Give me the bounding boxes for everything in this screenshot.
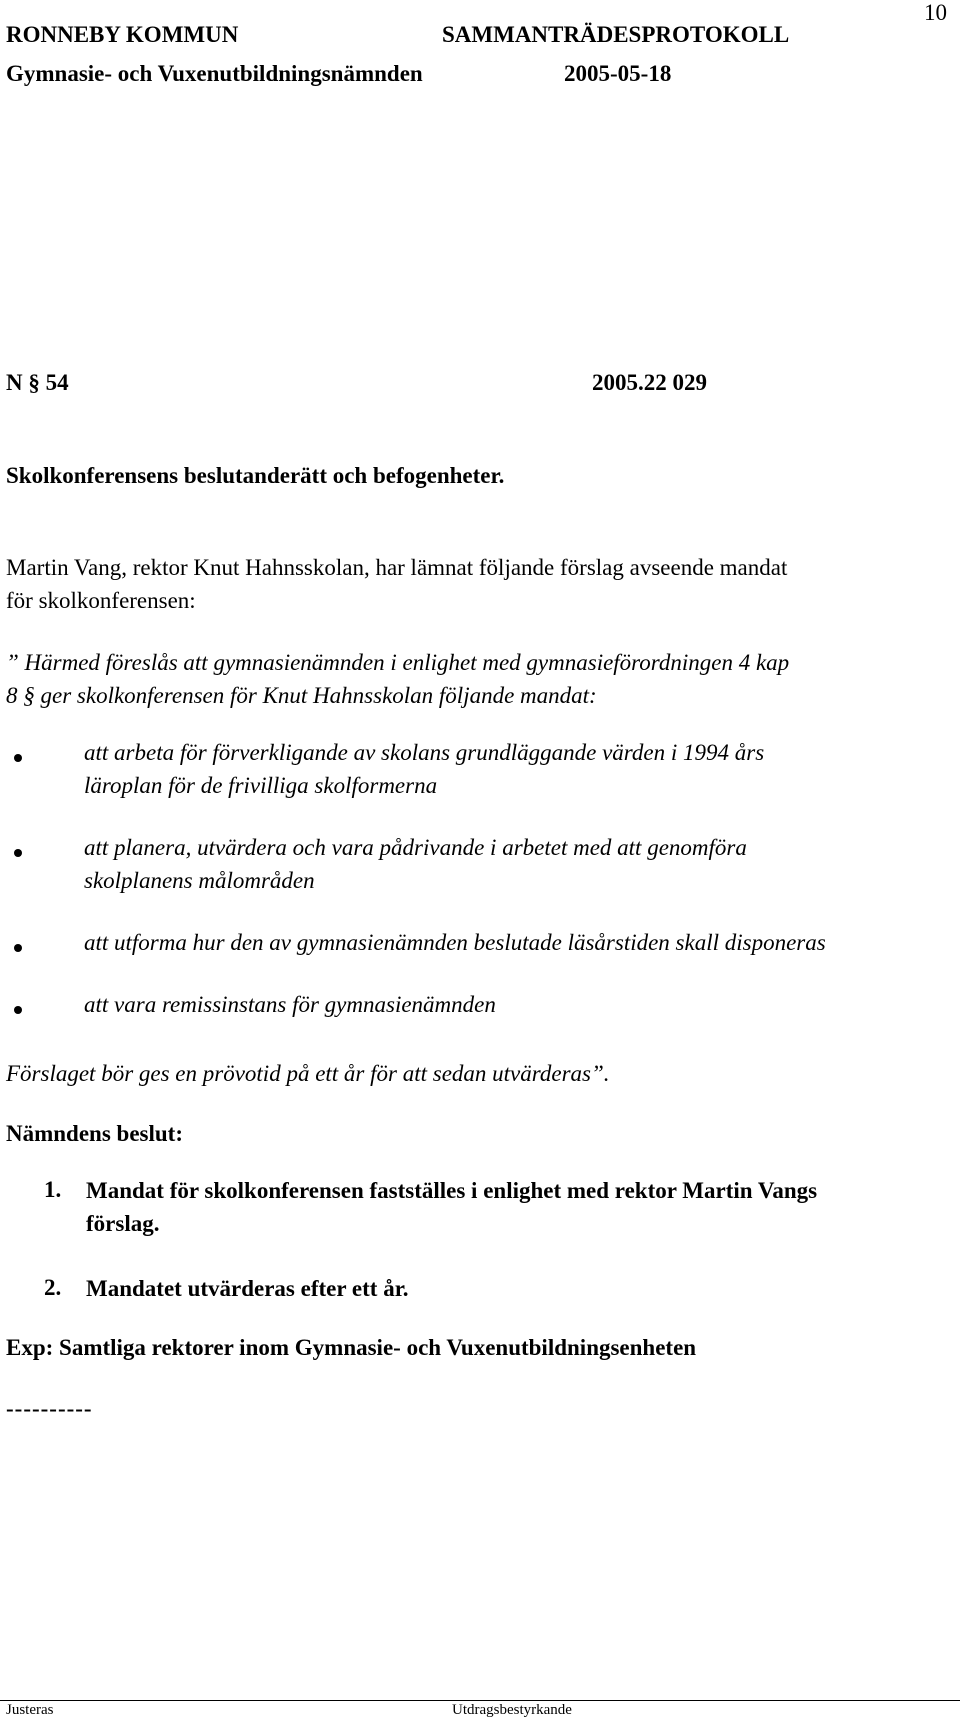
header-organization: RONNEBY KOMMUN [6, 22, 239, 47]
decision-line: Mandatet utvärderas efter ett år. [86, 1276, 409, 1301]
bullet-line: att planera, utvärdera och vara pådrivande i arbetet med att genomföra [84, 835, 747, 860]
intro-line: Martin Vang, rektor Knut Hahnsskolan, har lämnat följande förslag avseende mandat [6, 555, 788, 580]
decision-line: Mandat för skolkonferensen fastställes i enlighet med rektor Martin Vangs [86, 1178, 818, 1203]
footer-utdragsbestyrkande: Utdragsbestyrkande [452, 1702, 572, 1718]
intro-paragraph [6, 551, 787, 617]
bullet-icon [14, 1006, 22, 1014]
decision-heading: Nämndens beslut: [6, 1121, 184, 1146]
proposal-paragraph [6, 646, 789, 712]
decision-number: 1. [44, 1177, 62, 1202]
case-reference: 2005.22 029 [592, 370, 707, 395]
bullet-text [84, 831, 747, 897]
decision-item [0, 1177, 960, 1247]
bullet-text [84, 926, 826, 959]
decision-text [86, 1272, 409, 1305]
document-title: Skolkonferensens beslutanderätt och befogenheter. [6, 463, 505, 488]
decision-text [86, 1174, 817, 1240]
header-document-type: SAMMANTRÄDESPROTOKOLL [442, 22, 790, 47]
bullet-line: att vara remissinstans för gymnasienämnden [84, 992, 496, 1017]
expedition-line: Exp: Samtliga rektorer inom Gymnasie- och Vuxenutbildningsenheten [6, 1335, 697, 1360]
footer-justeras: Justeras [6, 1702, 54, 1718]
bullet-text [84, 736, 764, 802]
bullet-line: läroplan för de frivilliga skolformerna [84, 773, 438, 798]
proposal-line: 8 § ger skolkonferensen för Knut Hahnsskolan följande mandat: [6, 683, 597, 708]
closing-paragraph: Förslaget bör ges en prövotid på ett år för att sedan utvärderas”. [6, 1061, 610, 1086]
decision-line: förslag. [86, 1211, 160, 1236]
bullet-line: att utforma hur den av gymnasienämnden beslutade läsårstiden skall disponeras [84, 930, 826, 955]
decision-number: 2. [44, 1275, 62, 1300]
bullet-icon [14, 754, 22, 762]
case-paragraph: N § 54 [6, 370, 69, 395]
bullet-line: att arbeta för förverkligande av skolans grundläggande värden i 1994 års [84, 740, 765, 765]
decision-item [0, 1275, 960, 1311]
header-date: 2005-05-18 [564, 61, 672, 86]
footer-rule [0, 1700, 960, 1701]
bullet-line: skolplanens målområden [84, 868, 315, 893]
bullet-text [84, 988, 496, 1021]
bullet-icon [14, 944, 22, 952]
page-number: 10 [924, 0, 947, 25]
proposal-line: ” Härmed föreslås att gymnasienämnden i enlighet med gymnasieförordningen 4 kap [6, 650, 790, 675]
separator: ---------- [6, 1396, 93, 1421]
header-board: Gymnasie- och Vuxenutbildningsnämnden [6, 61, 423, 86]
intro-line: för skolkonferensen: [6, 588, 196, 613]
bullet-icon [14, 849, 22, 857]
